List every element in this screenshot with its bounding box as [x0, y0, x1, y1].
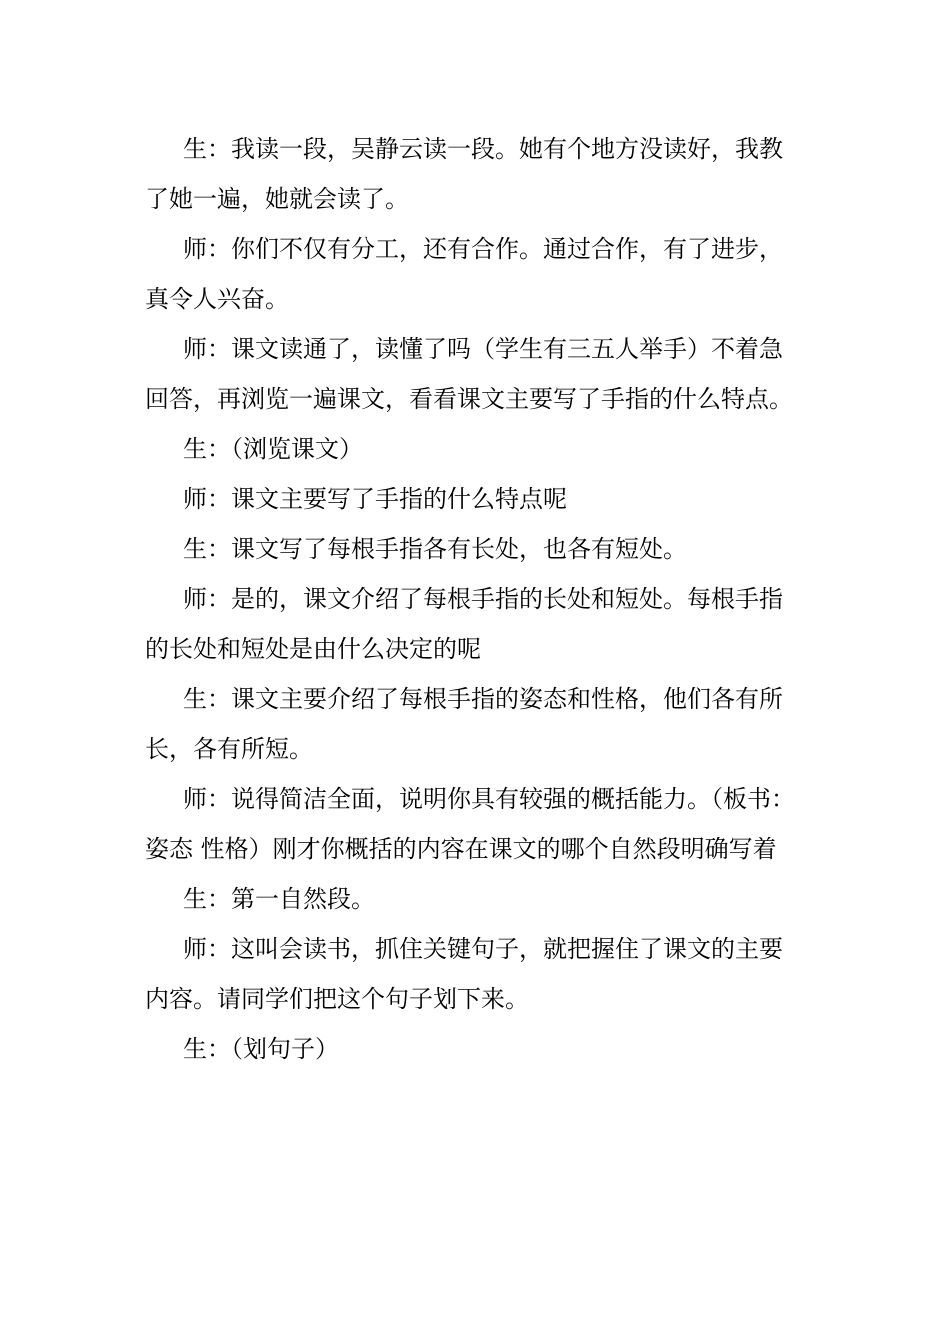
paragraph: 生：我读一段，吴静云读一段。她有个地方没读好，我教了她一遍，她就会读了。 [145, 135, 783, 213]
paragraph: 生：（浏览课文） [183, 435, 363, 463]
paragraph: 生：课文写了每根手指各有长处，也各有短处。 [183, 535, 687, 563]
paragraph: 师：是的，课文介绍了每根手指的长处和短处。每根手指的长处和短处是由什么决定的呢 [145, 585, 783, 663]
document-body [145, 124, 805, 1074]
paragraph: 师：你们不仅有分工，还有合作。通过合作，有了进步，真令人兴奋。 [145, 235, 783, 313]
paragraph: 师：说得简洁全面，说明你具有较强的概括能力。（板书：姿态 性格）刚才你概括的内容在课文的哪个自然段明确写着 [145, 785, 795, 863]
paragraph: 生：课文主要介绍了每根手指的姿态和性格，他们各有所长，各有所短。 [145, 685, 783, 763]
paragraph: 师：这叫会读书，抓住关键句子，就把握住了课文的主要内容。请同学们把这个句子划下来。 [145, 935, 783, 1013]
paragraph: 师：课文读通了，读懂了吗（学生有三五人举手）不着急回答，再浏览一遍课文，看看课文主要写了手指的什么特点。 [145, 335, 793, 413]
paragraph: 生：（划句子） [183, 1035, 339, 1063]
paragraph: 师：课文主要写了手指的什么特点呢 [183, 485, 567, 513]
paragraph: 生：第一自然段。 [183, 885, 375, 913]
